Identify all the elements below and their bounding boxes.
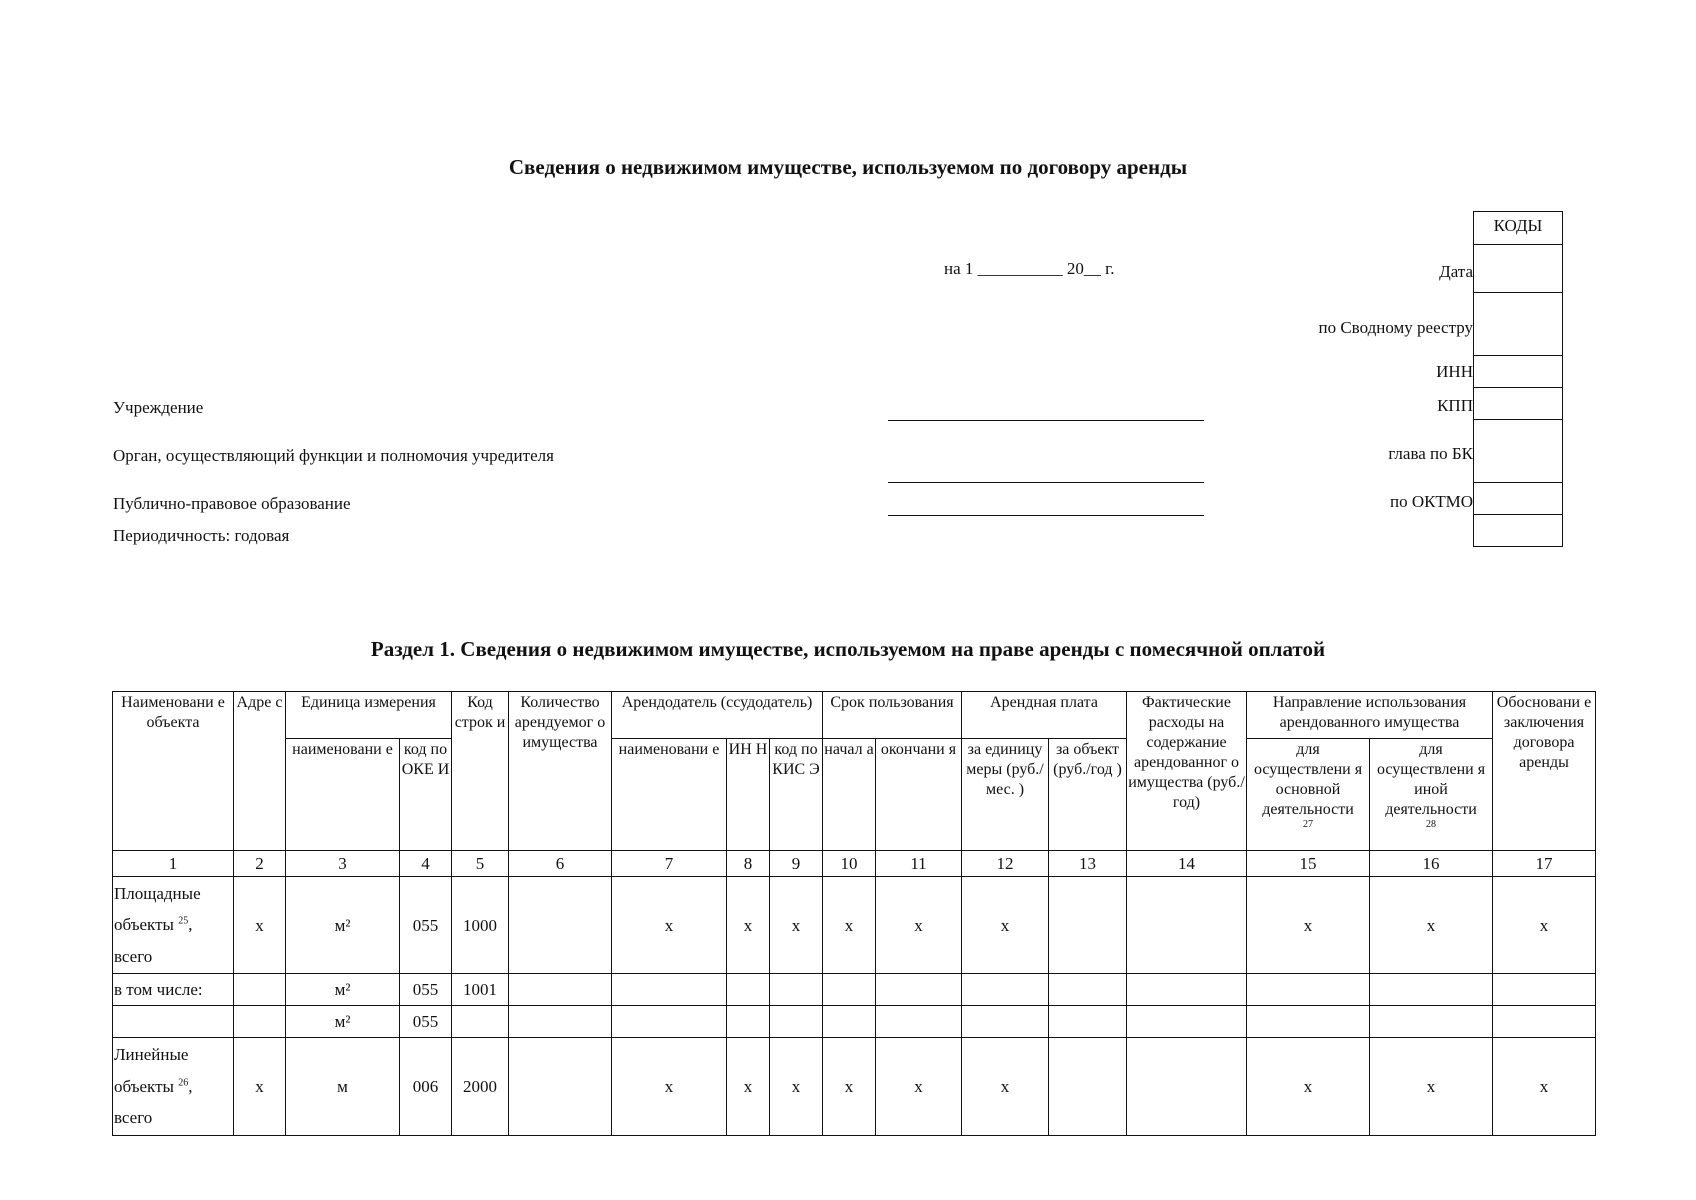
header-unit-okei: код по ОКЕ И <box>400 739 452 851</box>
code-cell-kpp[interactable] <box>1474 387 1562 419</box>
cell-rent-object[interactable] <box>1049 974 1127 1006</box>
col-number: 15 <box>1247 851 1370 877</box>
header-rent: Арендная плата <box>962 692 1127 739</box>
header-lessor-inn: ИН Н <box>727 739 770 851</box>
header-unit: Единица измерения <box>286 692 452 739</box>
label-oktmo: по ОКТМО <box>1389 492 1473 511</box>
col-number: 13 <box>1049 851 1127 877</box>
row-name-tail: , всего <box>114 915 193 966</box>
header-direction-main <box>1247 739 1370 851</box>
footnote-28: 28 <box>1426 819 1436 830</box>
cell-line-code <box>452 1006 509 1038</box>
code-cell-oktmo[interactable] <box>1474 482 1562 514</box>
cell-term-start[interactable]: x <box>823 1038 876 1135</box>
cell-basis[interactable] <box>1493 1006 1596 1038</box>
footnote-25: 25 <box>178 915 189 927</box>
row-name-text: Линейные объекты <box>114 1045 189 1096</box>
row-name-tail: , всего <box>114 1076 193 1128</box>
header-term-end: окончани я <box>876 739 962 851</box>
cell-address[interactable]: x <box>234 877 286 974</box>
header-basis: Обосновани е заключения договора аренды <box>1493 692 1596 851</box>
col-number: 2 <box>234 851 286 877</box>
section-title: Раздел 1. Сведения о недвижимом имуществе, используемом на праве аренды с помесячной оплатой <box>370 637 1326 661</box>
cell-okei: 006 <box>400 1038 452 1135</box>
col-number: 7 <box>612 851 727 877</box>
cell-rent-object[interactable] <box>1049 877 1127 974</box>
header-lessor: Арендодатель (ссудодатель) <box>612 692 823 739</box>
col-number: 1 <box>113 851 234 877</box>
cell-rent-unit[interactable] <box>962 1006 1049 1038</box>
label-date: Дата <box>1439 262 1473 281</box>
cell-rent-unit[interactable]: x <box>962 877 1049 974</box>
footnote-27: 27 <box>1303 819 1313 830</box>
cell-okei: 055 <box>400 974 452 1006</box>
cell-term-start[interactable] <box>823 1006 876 1038</box>
cell-lessor-kise[interactable] <box>770 974 823 1006</box>
cell-address[interactable] <box>234 1006 286 1038</box>
col-number: 5 <box>452 851 509 877</box>
cell-lessor-name[interactable] <box>612 974 727 1006</box>
label-public-entity: Публично-правовое образование <box>113 494 351 513</box>
cell-rent-unit[interactable] <box>962 974 1049 1006</box>
cell-quantity[interactable] <box>509 974 612 1006</box>
row-name: в том числе: <box>113 974 234 1006</box>
col-number: 14 <box>1127 851 1247 877</box>
cell-line-code: 2000 <box>452 1038 509 1135</box>
column-number-row <box>113 851 1596 877</box>
col-number: 16 <box>1370 851 1493 877</box>
footnote-26: 26 <box>178 1077 189 1089</box>
code-cell-bk[interactable] <box>1474 419 1562 482</box>
cell-okei: 055 <box>400 1006 452 1038</box>
cell-direction-main[interactable] <box>1247 1006 1370 1038</box>
code-cell-registry[interactable] <box>1474 292 1562 355</box>
cell-quantity[interactable] <box>509 877 612 974</box>
col-number: 4 <box>400 851 452 877</box>
header-actual-expenses: Фактические расходы на содержание арендованног о имущества (руб./год) <box>1127 692 1247 851</box>
cell-lessor-inn[interactable] <box>727 974 770 1006</box>
header-lessor-name: наименовани е <box>612 739 727 851</box>
cell-actual-expenses[interactable] <box>1127 877 1247 974</box>
cell-line-code: 1001 <box>452 974 509 1006</box>
cell-actual-expenses[interactable] <box>1127 1038 1247 1135</box>
col-number: 17 <box>1493 851 1596 877</box>
rent-table <box>112 691 1596 1136</box>
header-object-name: Наименовани е объекта <box>113 692 234 851</box>
header-line-code: Код строк и <box>452 692 509 851</box>
public-entity-field[interactable] <box>888 515 1204 516</box>
cell-rent-object[interactable] <box>1049 1006 1127 1038</box>
cell-unit: м² <box>286 877 400 974</box>
header-direction-main-text: для осуществлени я основной деятельности <box>1253 741 1363 818</box>
cell-direction-main[interactable] <box>1247 974 1370 1006</box>
cell-quantity[interactable] <box>509 1038 612 1135</box>
header-unit-name: наименовани е <box>286 739 400 851</box>
code-cell-inn[interactable] <box>1474 355 1562 387</box>
label-periodicity: Периодичность: годовая <box>113 526 290 545</box>
codes-block <box>1100 211 1563 547</box>
cell-lessor-inn[interactable]: x <box>727 1038 770 1135</box>
page-title: Сведения о недвижимом имуществе, используемом по договору аренды <box>508 155 1188 179</box>
cell-quantity[interactable] <box>509 1006 612 1038</box>
label-registry: по Сводному реестру <box>1318 318 1473 337</box>
cell-address[interactable] <box>234 974 286 1006</box>
cell-term-end[interactable] <box>876 974 962 1006</box>
table-row <box>113 974 1596 1006</box>
cell-actual-expenses[interactable] <box>1127 974 1247 1006</box>
cell-term-end[interactable] <box>876 1006 962 1038</box>
cell-basis[interactable]: x <box>1493 877 1596 974</box>
cell-lessor-kise[interactable]: x <box>770 877 823 974</box>
cell-basis[interactable]: x <box>1493 1038 1596 1135</box>
cell-rent-object[interactable] <box>1049 1038 1127 1135</box>
header-lessor-kise: код по КИС Э <box>770 739 823 851</box>
cell-line-code: 1000 <box>452 877 509 974</box>
cell-rent-unit[interactable]: x <box>962 1038 1049 1135</box>
header-direction: Направление использования арендованного имущества <box>1247 692 1493 739</box>
table-row <box>113 1006 1596 1038</box>
header-rent-unit: за единицу меры (руб./мес. ) <box>962 739 1049 851</box>
cell-direction-other[interactable]: x <box>1370 877 1493 974</box>
cell-direction-main[interactable]: x <box>1247 877 1370 974</box>
col-number: 3 <box>286 851 400 877</box>
header-direction-other <box>1370 739 1493 851</box>
header-address: Адре с <box>234 692 286 851</box>
cell-direction-other[interactable]: x <box>1370 1038 1493 1135</box>
cell-direction-other[interactable] <box>1370 974 1493 1006</box>
cell-term-start[interactable]: x <box>823 877 876 974</box>
cell-lessor-name[interactable]: x <box>612 877 727 974</box>
cell-unit: м² <box>286 974 400 1006</box>
report-date-line[interactable]: на 1 __________ 20__ г. <box>944 259 1115 278</box>
cell-term-start[interactable] <box>823 974 876 1006</box>
cell-basis[interactable] <box>1493 974 1596 1006</box>
codes-header: КОДЫ <box>1493 216 1543 235</box>
col-number: 9 <box>770 851 823 877</box>
col-number: 12 <box>962 851 1049 877</box>
header-direction-other-text: для осуществлени я иной деятельности <box>1376 741 1486 818</box>
cell-actual-expenses[interactable] <box>1127 1006 1247 1038</box>
cell-lessor-name[interactable]: x <box>612 1038 727 1135</box>
codes-column <box>1473 211 1563 547</box>
row-name[interactable] <box>113 1006 234 1038</box>
header-term-start: начал а <box>823 739 876 851</box>
col-number: 8 <box>727 851 770 877</box>
cell-direction-other[interactable] <box>1370 1006 1493 1038</box>
row-name-text: Площадные объекты <box>114 884 201 935</box>
founder-field[interactable] <box>888 482 1204 483</box>
code-cell-periodicity[interactable] <box>1474 514 1562 548</box>
cell-lessor-kise[interactable] <box>770 1006 823 1038</box>
label-bk: глава по БК <box>1388 444 1473 463</box>
table-row <box>113 877 1596 974</box>
cell-unit: м <box>286 1038 400 1135</box>
col-number: 10 <box>823 851 876 877</box>
header-quantity: Количество арендуемог о имущества <box>509 692 612 851</box>
code-cell-date[interactable] <box>1474 244 1562 292</box>
col-number: 6 <box>509 851 612 877</box>
label-inn: ИНН <box>1436 362 1473 381</box>
cell-address[interactable]: x <box>234 1038 286 1135</box>
table-row <box>113 1038 1596 1135</box>
label-founder: Орган, осуществляющий функции и полномочия учредителя <box>113 446 554 465</box>
cell-lessor-name[interactable] <box>612 1006 727 1038</box>
cell-okei: 055 <box>400 877 452 974</box>
cell-lessor-kise[interactable]: x <box>770 1038 823 1135</box>
row-name <box>113 877 234 974</box>
row-name <box>113 1038 234 1135</box>
cell-lessor-inn[interactable] <box>727 1006 770 1038</box>
cell-unit: м² <box>286 1006 400 1038</box>
cell-term-end[interactable]: x <box>876 1038 962 1135</box>
cell-lessor-inn[interactable]: x <box>727 877 770 974</box>
header-rent-object: за объект (руб./год ) <box>1049 739 1127 851</box>
label-institution: Учреждение <box>113 398 204 417</box>
label-kpp: КПП <box>1437 396 1473 415</box>
institution-field[interactable] <box>888 420 1204 421</box>
col-number: 11 <box>876 851 962 877</box>
header-term: Срок пользования <box>823 692 962 739</box>
cell-direction-main[interactable]: x <box>1247 1038 1370 1135</box>
cell-term-end[interactable]: x <box>876 877 962 974</box>
